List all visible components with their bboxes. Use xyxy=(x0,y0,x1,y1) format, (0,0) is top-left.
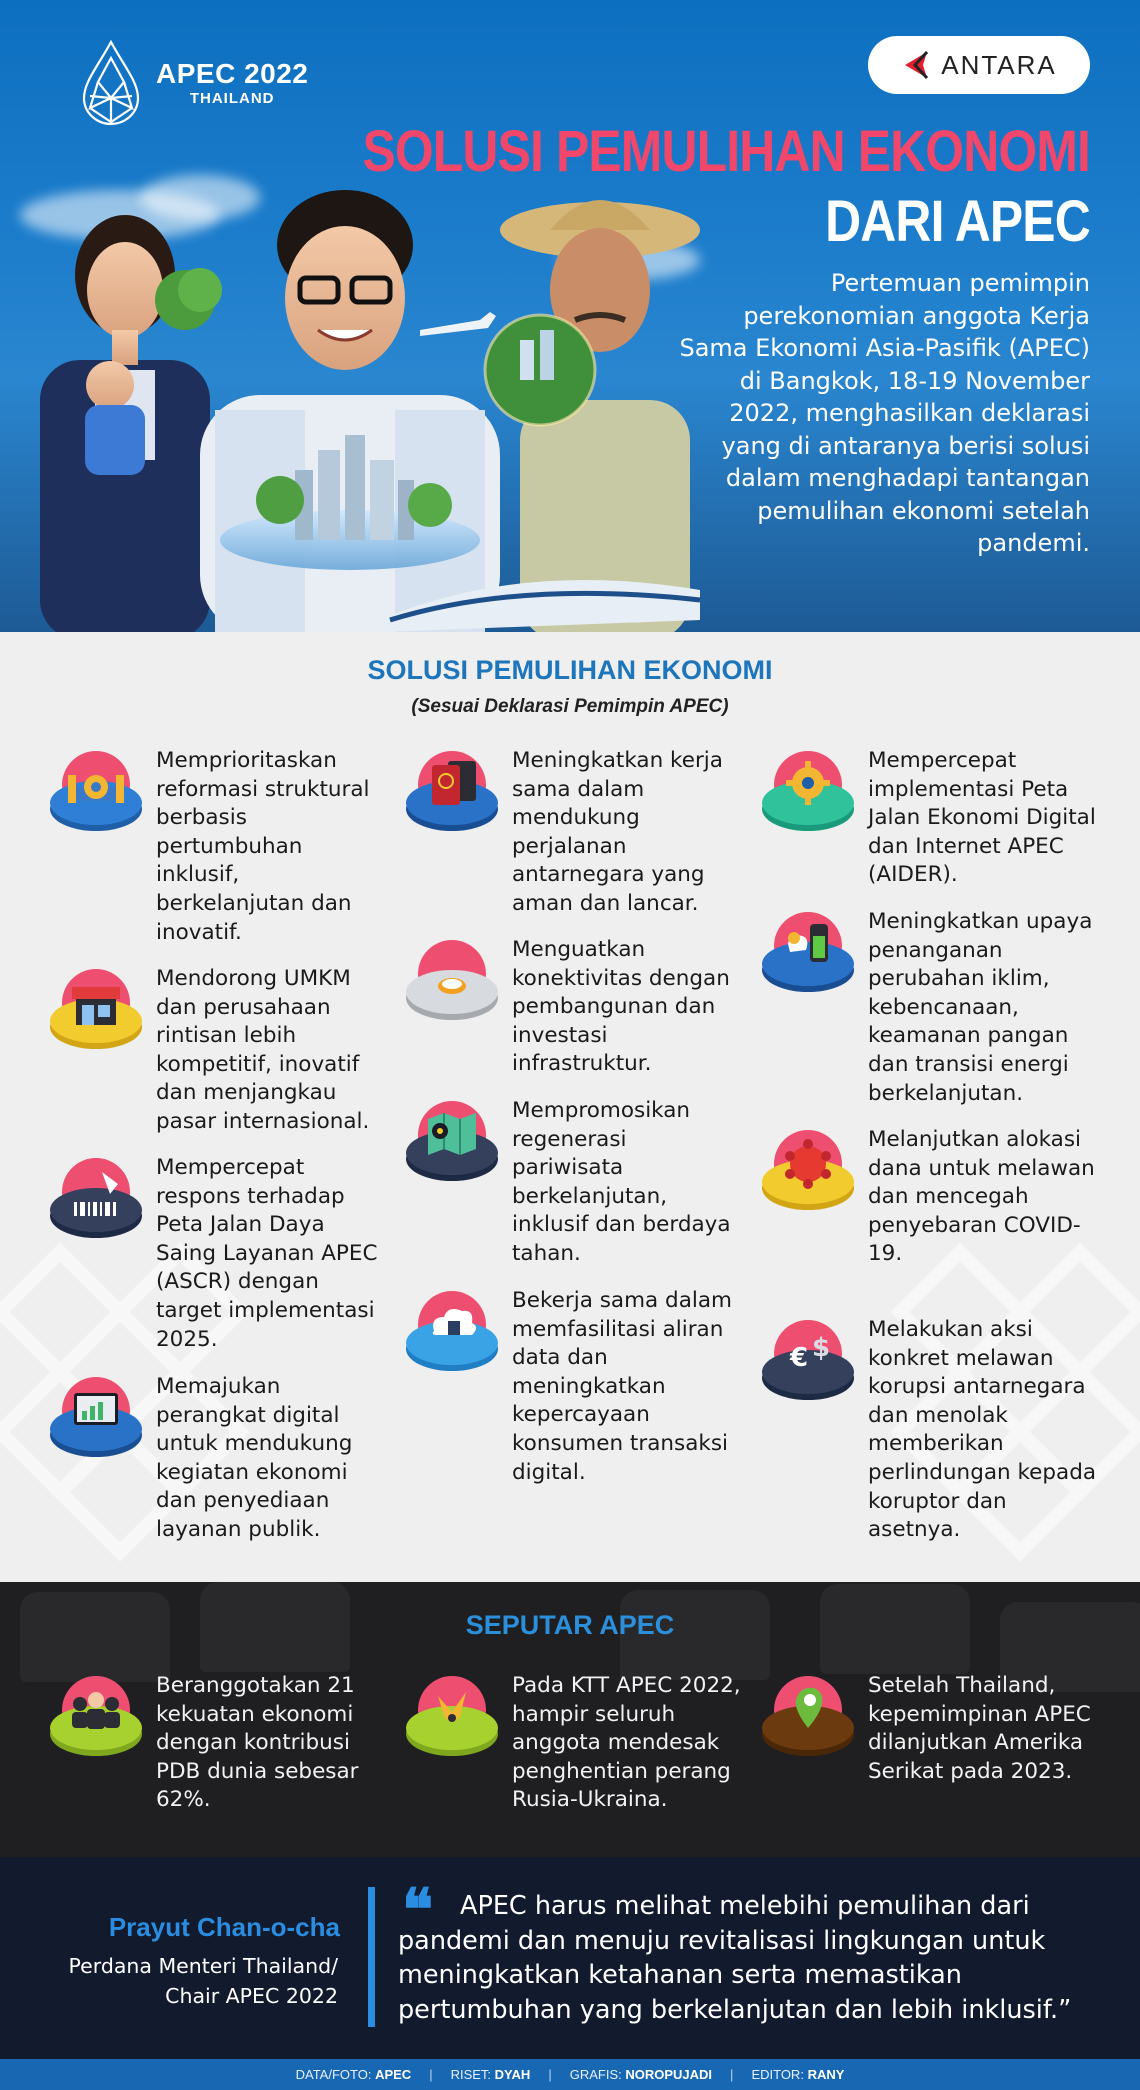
solusi-item xyxy=(404,747,742,919)
solusi-item xyxy=(760,1126,1098,1269)
solusi-item xyxy=(404,1287,742,1487)
solusi-item-text: Meningkatkan upaya penanganan perubahan iklim, kebencanaan, keamanan pangan dan transisi energi berkelanjutan. xyxy=(868,909,1093,1106)
passport-icon xyxy=(404,747,500,843)
solusi-item-text: Memajukan perangkat digital untuk mendukung kegiatan ekonomi dan penyediaan layanan publik. xyxy=(156,1374,353,1542)
solusi-item xyxy=(760,1316,1098,1545)
svg-text:$: $ xyxy=(812,1333,831,1363)
solusi-item xyxy=(48,1373,386,1545)
solusi-item-text: Mendorong UMKM dan perusahaan rintisan lebih kompetitif, inovatif dan menjangkau pasar internasional. xyxy=(156,966,370,1134)
solusi-item-text: Meningkatkan kerja sama dalam mendukung perjalanan antarnegara yang aman dan lancar. xyxy=(512,748,723,916)
credit-data: DATA/FOTO: APEC xyxy=(295,2067,412,2082)
solusi-item xyxy=(48,965,386,1137)
apec-2022-logo xyxy=(78,38,308,126)
seputar-item xyxy=(48,1672,386,1815)
barcode-scan-icon xyxy=(48,1154,144,1250)
monitor-chart-icon xyxy=(48,1373,144,1469)
location-pin-icon xyxy=(760,1672,856,1768)
solusi-title: SOLUSI PEMULIHAN EKONOMI xyxy=(367,655,773,685)
seputar-item-text: Beranggotakan 21 kekuatan ekonomi dengan kontribusi PDB dunia sebesar 62%. xyxy=(156,1673,359,1813)
gear-digital-icon xyxy=(760,747,856,843)
cloud-data-icon xyxy=(404,1287,500,1383)
antara-logo-text: ANTARA xyxy=(941,49,1057,80)
hero-banner xyxy=(0,0,1140,632)
solusi-item-text: Melakukan aksi konkret melawan korupsi antarnegara dan menolak memberikan perlindungan kepada koruptor dan asetnya. xyxy=(868,1317,1097,1543)
hero-title-line2: DARI APEC xyxy=(825,189,1090,254)
seputar-item-text: Pada KTT APEC 2022, hampir seluruh anggota mendesak penghentian perang Rusia-Ukraina. xyxy=(512,1673,741,1813)
solusi-section xyxy=(0,632,1140,1582)
people-group-icon xyxy=(48,1672,144,1768)
credit-editor: EDITOR: RANY xyxy=(751,2067,845,2082)
solusi-item-text: Memprioritaskan reformasi struktural berbasis pertumbuhan inklusif, berkelanjutan dan inovatif. xyxy=(156,748,370,945)
seputar-item-text: Setelah Thailand, kepemimpinan APEC dilanjutkan Amerika Serikat pada 2023. xyxy=(868,1673,1091,1784)
credits-footer xyxy=(0,2059,1140,2090)
solusi-item xyxy=(760,747,1098,890)
solusi-item xyxy=(48,1154,386,1354)
dove-peace-icon xyxy=(404,1672,500,1768)
solusi-item-text: Mempromosikan regenerasi pariwisata berkelanjutan, inklusif dan berdaya tahan. xyxy=(512,1098,731,1266)
infrastructure-icon xyxy=(404,936,500,1032)
hero-people-illustration xyxy=(0,180,720,632)
anti-corruption-icon xyxy=(760,1316,856,1412)
credit-separator: | xyxy=(429,2067,433,2082)
seputar-title: SEPUTAR APEC xyxy=(465,1610,675,1640)
virus-icon xyxy=(760,1126,856,1222)
apec-emblem-icon xyxy=(78,38,144,126)
solusi-item-text: Bekerja sama dalam memfasilitasi aliran data dan meningkatkan kepercayaan konsumen transaksi digital. xyxy=(512,1288,732,1485)
credit-grafis: GRAFIS: NOROPUJADI xyxy=(569,2067,713,2082)
solusi-subtitle: (Sesuai Deklarasi Pemimpin APEC) xyxy=(411,696,729,717)
structural-reform-icon xyxy=(48,747,144,843)
solusi-item xyxy=(48,747,386,947)
credit-separator: | xyxy=(548,2067,552,2082)
energy-battery-icon xyxy=(760,908,856,1004)
quote-divider xyxy=(368,1887,375,2027)
quote-section xyxy=(0,1857,1140,2059)
quote-mark-icon: ❝ xyxy=(402,1876,434,1944)
seputar-item xyxy=(404,1672,742,1815)
credit-riset: RISET: DYAH xyxy=(450,2067,531,2082)
quote-author-name: Prayut Chan-o-cha xyxy=(108,1912,340,1942)
solusi-item-text: Melanjutkan alokasi dana untuk melawan dan mencegah penyebaran COVID-19. xyxy=(868,1127,1095,1267)
solusi-item-text: Mempercepat respons terhadap Peta Jalan Daya Saing Layanan APEC (ASCR) dengan target implementasi 2025. xyxy=(156,1155,378,1352)
solusi-item xyxy=(404,1097,742,1269)
solusi-item xyxy=(760,908,1098,1108)
seputar-section xyxy=(0,1582,1140,1857)
solusi-item xyxy=(404,936,742,1079)
quote-author-role: Perdana Menteri Thailand/ Chair APEC 2022 xyxy=(68,1954,338,2008)
solusi-item-text: Menguatkan konektivitas dengan pembangunan dan investasi infrastruktur. xyxy=(512,937,730,1077)
shop-store-icon xyxy=(48,965,144,1061)
antara-logo-icon xyxy=(901,50,933,80)
apec-logo-subtitle: THAILAND xyxy=(189,89,275,107)
hero-description: Pertemuan pemimpin perekonomian anggota Kerja Sama Ekonomi Asia-Pasifik (APEC) di Bangkok, 18-19 November 2022, menghasilkan deklarasi yang di antaranya berisi solusi dalam menghadapi tantangan pemulihan ekonomi setelah pandemi. xyxy=(679,269,1090,557)
credit-separator: | xyxy=(730,2067,734,2082)
quote-text: APEC harus melihat melebihi pemulihan dari pandemi dan menuju revitalisasi lingkungan untuk meningkatkan ketahanan serta memastikan pertumbuhan yang berkelanjutan dan lebih inklusif.” xyxy=(398,1891,1072,2025)
tourism-map-icon xyxy=(404,1097,500,1193)
apec-logo-title: APEC 2022 xyxy=(156,57,309,89)
antara-logo xyxy=(868,36,1090,94)
seputar-item xyxy=(760,1672,1098,1786)
solusi-item-text: Mempercepat implementasi Peta Jalan Ekonomi Digital dan Internet APEC (AIDER). xyxy=(868,748,1096,888)
hero-title-line1: SOLUSI PEMULIHAN EKONOMI xyxy=(362,119,1090,184)
svg-text:€: € xyxy=(790,1343,809,1373)
